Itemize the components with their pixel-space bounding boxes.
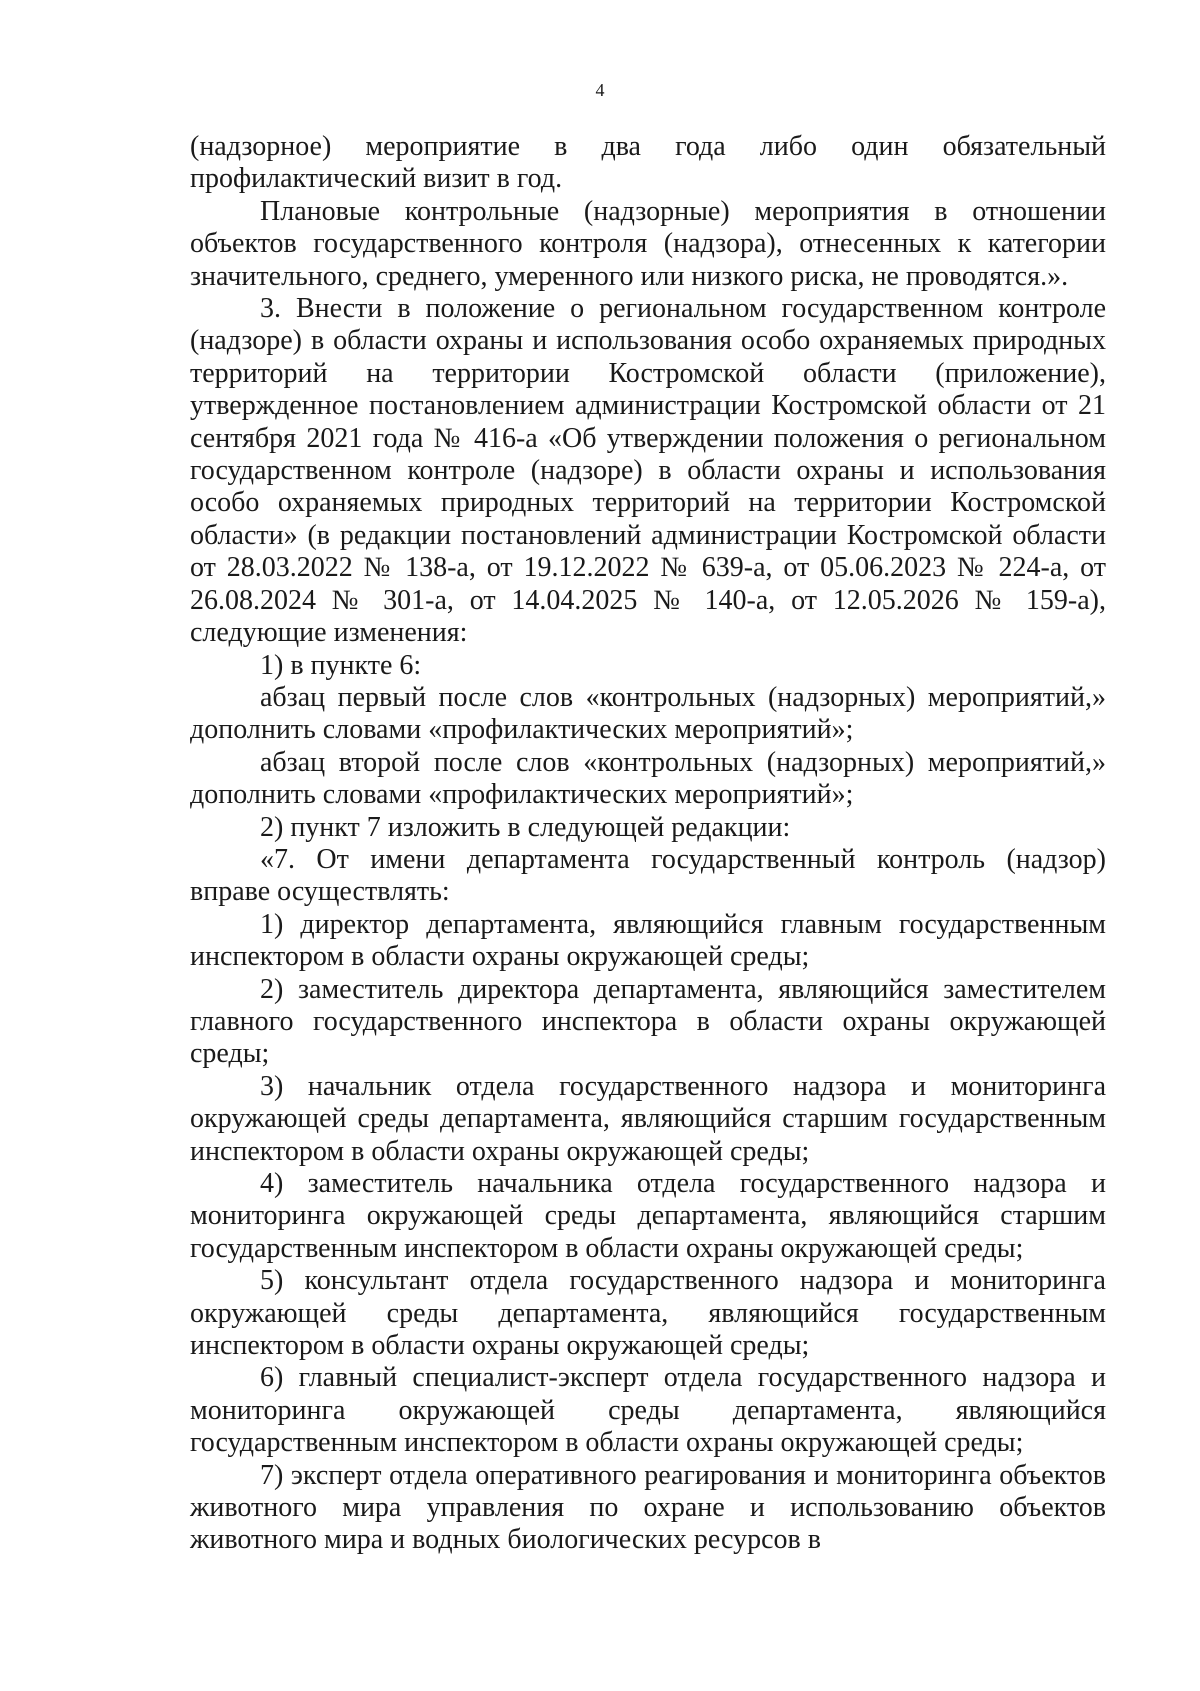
list-item-deputy-director: 2) заместитель директора департамента, являющийся заместителем главного государственного инспектора в области охраны окружающей среды; [190, 973, 1106, 1070]
list-item-director: 1) директор департамента, являющийся главным государственным инспектором в области охраны окружающей среды; [190, 908, 1106, 973]
paragraph-continuation: (надзорное) мероприятие в два года либо один обязательный профилактический визит в год. [190, 131, 1106, 195]
paragraph-subitem-2: 2) пункт 7 изложить в следующей редакции: [260, 811, 791, 843]
list-item-deputy-head: 4) заместитель начальника отдела государственного надзора и мониторинга окружающей среды департамента, являющийся старшим государственным инспектором в области охраны окружающей среды; [190, 1168, 1106, 1264]
list-item-head-of-division: 3) начальник отдела государственного надзора и мониторинга окружающей среды департамента, являющийся старшим государственным инспектором в области охраны окружающей среды; [190, 1070, 1106, 1167]
list-item-chief-specialist: 6) главный специалист-эксперт отдела государственного надзора и мониторинга окружающей среды департамента, являющийся государственным инспектором в области охраны окружающей среды; [190, 1362, 1106, 1459]
paragraph-second-abzac: абзац второй после слов «контрольных (надзорных) мероприятий,» дополнить словами «профилактических мероприятий»; [190, 746, 1106, 811]
paragraph-subitem-1: 1) в пункте 6: [260, 649, 422, 681]
list-item-expert: 7) эксперт отдела оперативного реагирования и мониторинга объектов животного мира управления по охране и использованию объектов животного мира и водных биологических ресурсов в [190, 1459, 1106, 1556]
paragraph-planned-measures: Плановые контрольные (надзорные) мероприятия в отношении объектов государственного контроля (надзора), отнесенных к категории значительного, среднего, умеренного или низкого риска, не проводятся.». [190, 195, 1106, 292]
paragraph-first-abzac: абзац первый после слов «контрольных (надзорных) мероприятий,» дополнить словами «профилактических мероприятий»; [190, 681, 1106, 746]
paragraph-clause-7: «7. От имени департамента государственный контроль (надзор) вправе осуществлять: [190, 843, 1106, 908]
paragraph-item-3: 3. Внести в положение о региональном государственном контроле (надзоре) в области охраны и использования особо охраняемых природных территорий на территории Костромской области (приложение), утвержденное постановлением администрации Костромской области от 21 сентября 2021 года № 416-а «Об утверждении положения о региональном государственном контроле (надзоре) в области охраны и использования особо охраняемых природных территорий на территории Костромской области» (в редакции постановлений администрации Костромской области от 28.03.2022 № 138-а, от 19.12.2022 № 639-а, от 05.06.2023 № 224-а, от 26.08.2024 № 301-а, от 14.04.2025 № 140-а, от 12.05.2026 № 159-а), следующие изменения: [190, 293, 1106, 649]
page-number: 4 [595, 80, 605, 100]
document-body [190, 131, 1106, 1557]
list-item-consultant: 5) консультант отдела государственного надзора и мониторинга окружающей среды департамента, являющийся государственным инспектором в области охраны окружающей среды; [190, 1265, 1106, 1362]
